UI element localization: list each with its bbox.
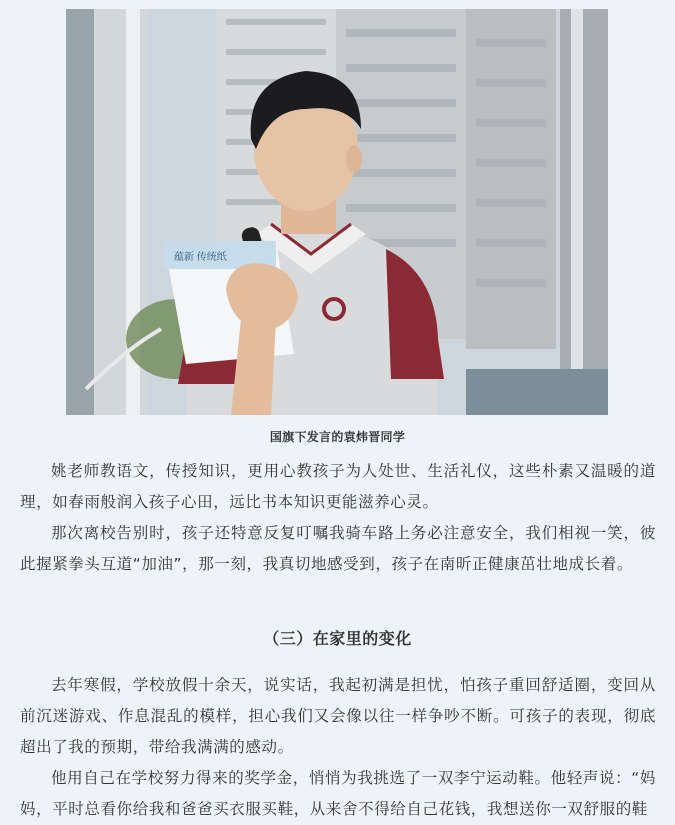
paragraph-scholarship-gift: 他用自己在学校努力得来的奖学金，悄悄为我挑选了一双李宁运动鞋。他轻声说：“妈妈，平时总看你给我和爸爸买衣服买鞋，从来舍不得给自己花钱，我想送你一双舒服的鞋 xyxy=(20,769,656,818)
paragraph-teacher: 姚老师教语文，传授知识，更用心教孩子为人处世、生活礼仪，这些朴素又温暖的道理，如春雨般润入孩子心田，远比书本知识更能滋养心灵。 xyxy=(20,462,656,511)
book-cover-text: 蕴新 传统纸 xyxy=(174,252,227,263)
paragraph-farewell: 那次离校告别时，孩子还特意反复叮嘱我骑车路上务必注意安全，我们相视一笑，彼此握紧拳头互道“加油”，那一刻，我真切地感受到，孩子在南昕正健康茁壮地成长着。 xyxy=(20,524,656,573)
paragraph-winter-break: 去年寒假，学校放假十余天，说实话，我起初满是担忧，怕孩子重回舒适圈，变回从前沉迷游戏、作息混乱的模样，担心我们又会像以往一样争吵不断。可孩子的表现，彻底超出了我的预期，带给我满满的感动。 xyxy=(20,676,656,756)
student-speaking-photo xyxy=(66,9,608,415)
section-title: （三）在家里的变化 xyxy=(263,629,412,648)
photo-caption: 国旗下发言的袁炜晋同学 xyxy=(269,430,406,444)
